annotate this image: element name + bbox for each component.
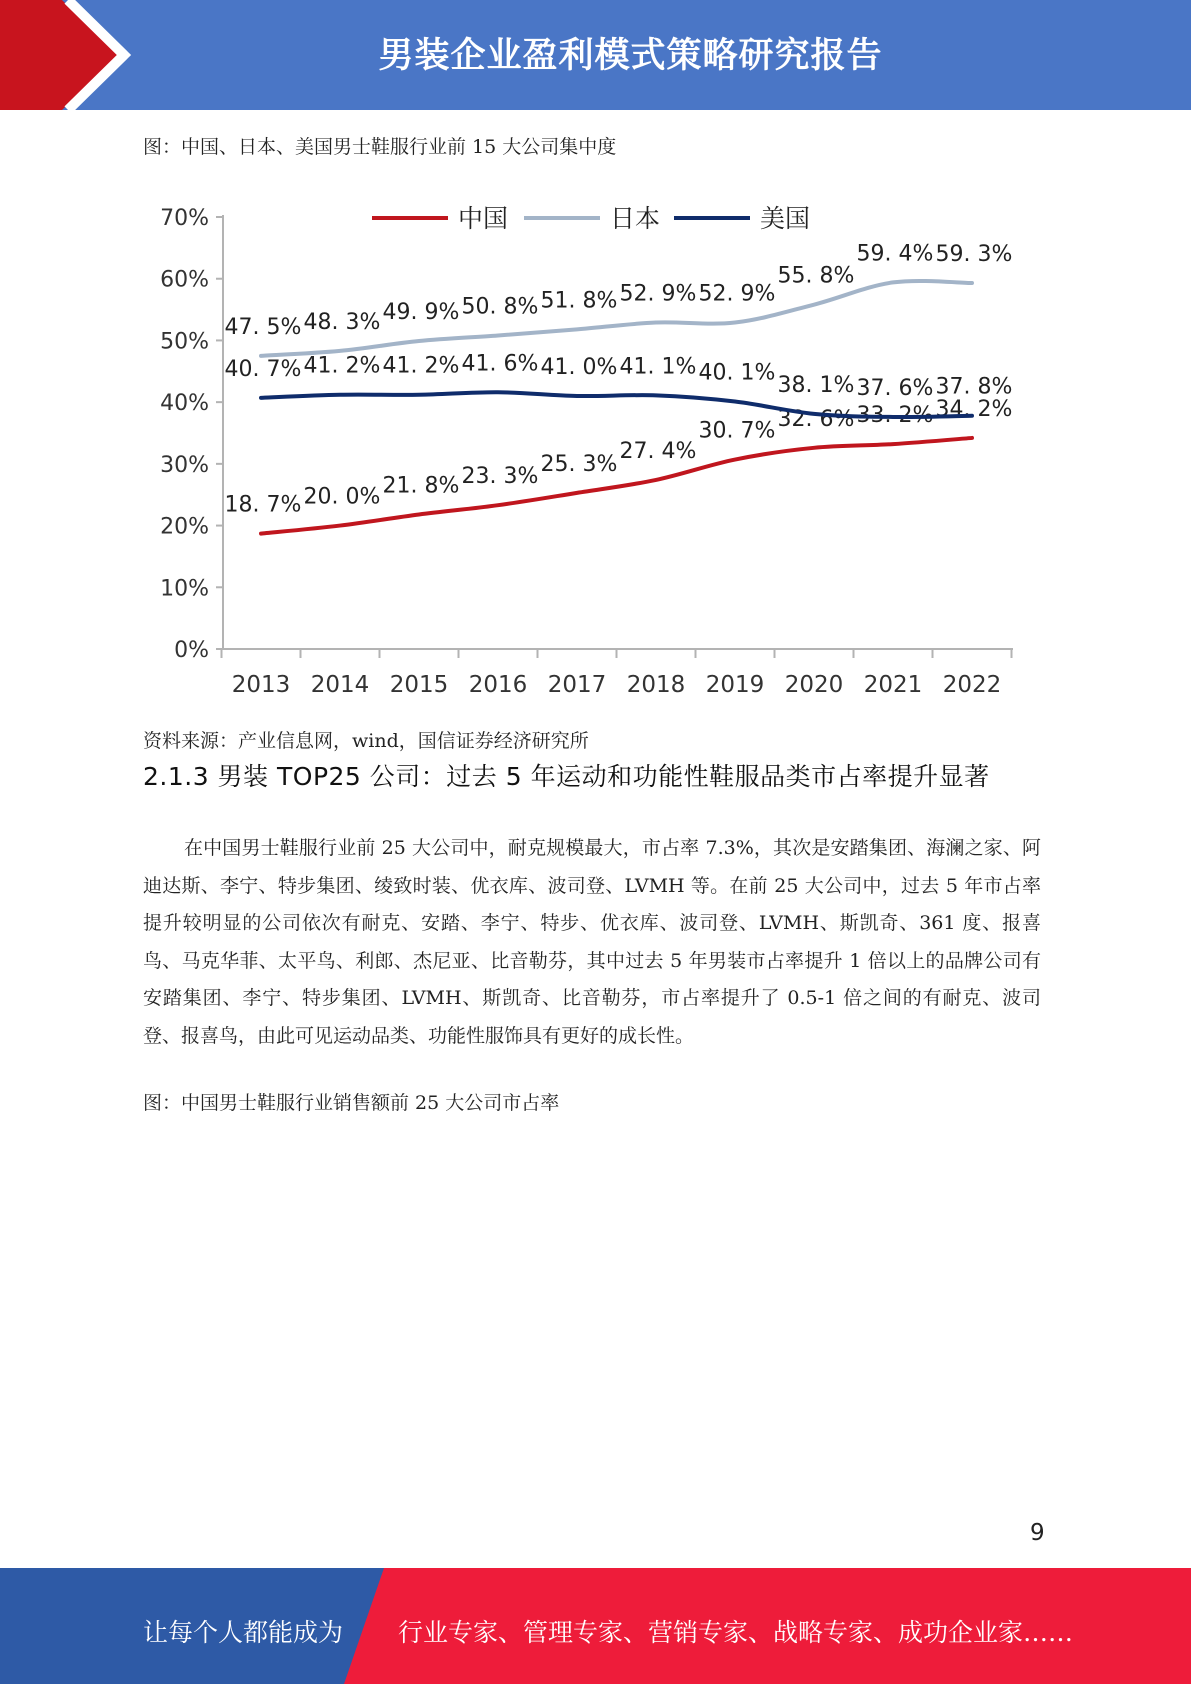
y-tick-label: 0% (174, 638, 209, 663)
data-label-usa: 37. 6% (856, 375, 934, 401)
figure-caption-2: 图：中国男士鞋服行业销售额前 25 大公司市占率 (143, 1092, 560, 1114)
x-tick-label: 2021 (863, 672, 923, 698)
data-label-usa: 38. 1% (777, 372, 855, 398)
data-label-usa: 41. 2% (382, 353, 460, 379)
line-chart-svg (140, 180, 1040, 720)
figure-caption: 图：中国、日本、美国男士鞋服行业前 15 大公司集中度 (143, 136, 617, 158)
data-label-china: 23. 3% (461, 464, 539, 490)
x-tick-label: 2013 (231, 672, 291, 698)
x-tick-label: 2018 (626, 672, 686, 698)
data-label-usa: 41. 1% (619, 354, 697, 380)
y-tick-label: 50% (160, 329, 209, 355)
legend-label-usa: 美国 (760, 204, 811, 233)
data-label-japan: 48. 3% (303, 309, 381, 335)
y-tick-label: 60% (160, 267, 209, 293)
data-label-china: 18. 7% (224, 492, 302, 518)
data-label-japan: 52. 9% (619, 281, 697, 307)
data-label-china: 25. 3% (540, 451, 618, 477)
legend-label-japan: 日本 (610, 204, 661, 233)
x-tick-label: 2015 (389, 672, 449, 698)
data-label-china: 32. 6% (777, 406, 855, 432)
y-tick-label: 70% (160, 206, 209, 231)
data-label-usa: 40. 1% (698, 360, 776, 386)
data-label-japan: 51. 8% (540, 288, 618, 314)
data-label-japan: 55. 8% (777, 263, 855, 289)
data-label-china: 34. 2% (935, 396, 1013, 422)
x-tick-label: 2019 (705, 672, 765, 698)
data-label-japan: 49. 9% (382, 300, 460, 326)
section-heading: 2.1.3 男装 TOP25 公司：过去 5 年运动和功能性鞋服品类市占率提升显著 (143, 762, 990, 791)
data-label-china: 33. 2% (856, 403, 934, 429)
report-title: 男装企业盈利模式策略研究报告 (378, 36, 883, 76)
y-tick-label: 20% (160, 514, 209, 540)
data-label-japan: 59. 3% (935, 242, 1013, 268)
page-number: 9 (1030, 1520, 1045, 1546)
concentration-chart (140, 180, 1040, 720)
y-tick-label: 30% (160, 452, 209, 478)
data-label-japan: 59. 4% (856, 241, 934, 267)
figure-source: 资料来源：产业信息网，wind，国信证券经济研究所 (143, 730, 589, 752)
data-label-china: 20. 0% (303, 484, 381, 510)
data-label-usa: 41. 6% (461, 351, 539, 377)
legend-label-china: 中国 (458, 204, 509, 233)
data-label-china: 30. 7% (698, 418, 776, 444)
x-tick-label: 2016 (468, 672, 528, 698)
data-label-china: 27. 4% (619, 438, 697, 464)
data-label-japan: 47. 5% (224, 314, 302, 340)
x-tick-label: 2017 (547, 672, 607, 698)
x-tick-label: 2014 (310, 672, 370, 698)
x-tick-label: 2022 (942, 672, 1002, 698)
data-label-usa: 41. 0% (540, 354, 618, 380)
data-label-usa: 37. 8% (935, 374, 1013, 400)
data-label-japan: 50. 8% (461, 294, 539, 320)
footer-slogan-right: 行业专家、管理专家、营销专家、战略专家、成功企业家…… (398, 1618, 1074, 1647)
data-label-usa: 41. 2% (303, 353, 381, 379)
y-tick-label: 10% (160, 576, 209, 602)
y-tick-label: 40% (160, 391, 209, 417)
page-header (0, 0, 1191, 110)
body-paragraph: 在中国男士鞋服行业前 25 大公司中，耐克规模最大，市占率 7.3%，其次是安踏集团、海澜之家、阿迪达斯、李宁、特步集团、绫致时装、优衣库、波司登、LVMH 等。在前 25 大公司中，过去 5 年市占率提升较明显的公司依次有耐克、安踏、李宁、特步、优衣库、波司登、LVMH、斯凯奇、361 度、报喜鸟、马克华菲、太平鸟、利郎、杰尼亚、比音勒芬，其中过去 5 年男装市占率提升 1 倍以上的品牌公司有安踏集团、李宁、特步集团、LVMH、斯凯奇、比音勒芬，市占率提升了 0.5-1 倍之间的有耐克、波司登、报喜鸟，由此可见运动品类、功能性服饰具有更好的成长性。 (143, 837, 1041, 1047)
x-tick-label: 2020 (784, 672, 844, 698)
data-label-usa: 40. 7% (224, 356, 302, 382)
data-label-china: 21. 8% (382, 473, 460, 499)
data-label-japan: 52. 9% (698, 281, 776, 307)
footer-slogan-left: 让每个人都能成为 (143, 1618, 344, 1647)
